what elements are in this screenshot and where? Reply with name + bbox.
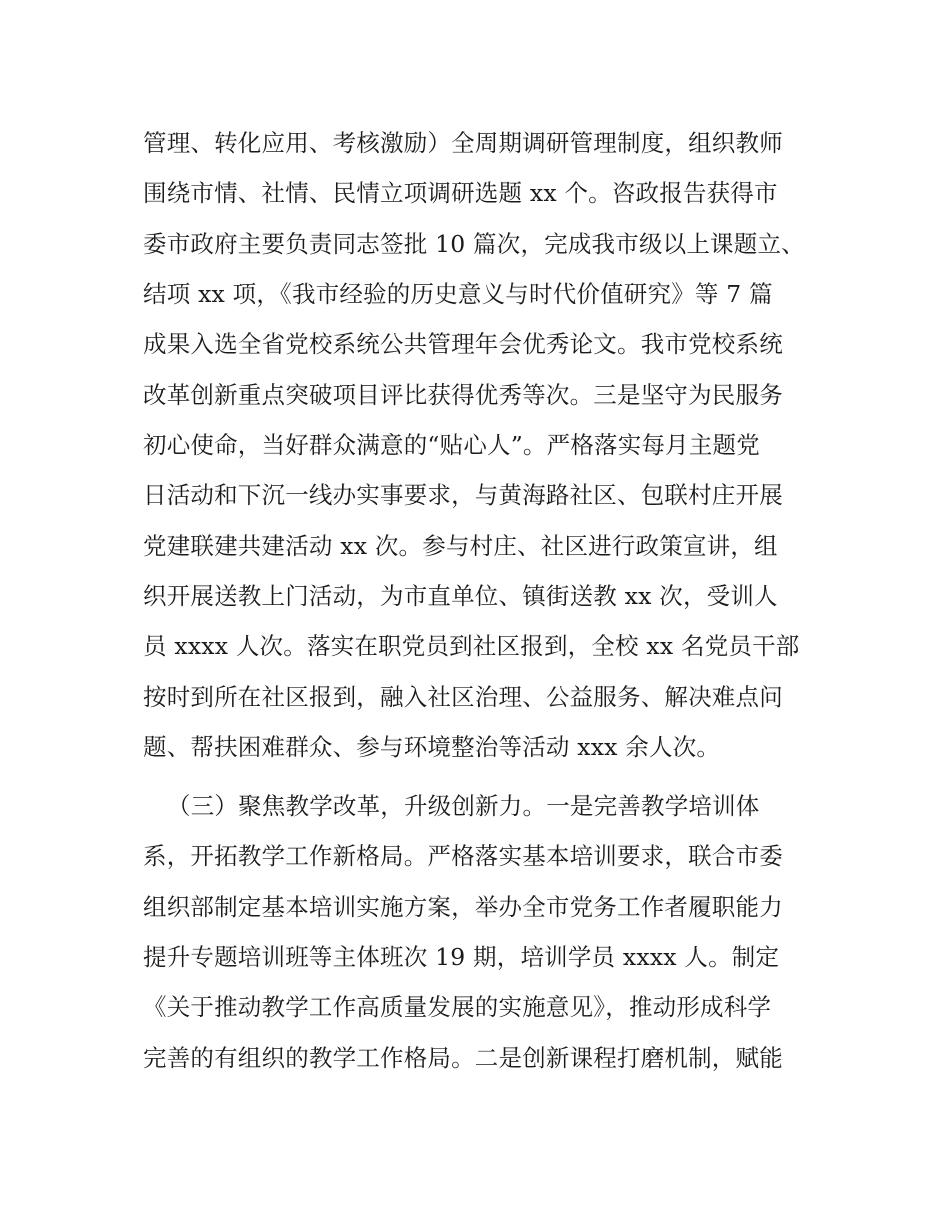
text-line: 党建联建共建活动 xx 次。参与村庄、社区进行政策宣讲，组 — [143, 532, 778, 560]
text-line: 管理、转化应用、考核激励）全周期调研管理制度，组织教师 — [143, 129, 783, 157]
text-line: （三）聚焦教学改革，升级创新力。一是完善教学培训体 — [167, 792, 760, 820]
text-line: 改革创新重点突破项目评比获得优秀等次。三是坚守为民服务 — [143, 381, 783, 409]
text-line: 员 xxxx 人次。落实在职党员到社区报到，全校 xx 名党员干部 — [143, 632, 800, 660]
text-line: 题、帮扶困难群众、参与环境整治等活动 xxx 余人次。 — [143, 733, 721, 761]
text-line: 初心使命，当好群众满意的“贴心人”。严格落实每月主题党 — [143, 431, 760, 459]
text-line: 结项 xx 项，《我市经验的历史意义与时代价值研究》等 7 篇 — [143, 280, 773, 308]
text-line: 《关于推动教学工作高质量发展的实施意见》，推动形成科学 — [143, 993, 772, 1021]
text-line: 组织部制定基本培训实施方案，举办全市党务工作者履职能力 — [143, 893, 783, 921]
text-line: 委市政府主要负责同志签批 10 篇次，完成我市级以上课题立、 — [143, 230, 805, 258]
text-line: 围绕市情、社情、民情立项调研选题 xx 个。咨政报告获得市 — [143, 179, 778, 207]
text-line: 按时到所在社区报到，融入社区治理、公益服务、解决难点问 — [143, 683, 783, 711]
text-line: 完善的有组织的教学工作格局。二是创新课程打磨机制，赋能 — [143, 1044, 783, 1072]
text-line: 织开展送教上门活动，为市直单位、镇街送教 xx 次，受训人 — [143, 582, 778, 610]
text-line: 日活动和下沉一线办实事要求，与黄海路社区、包联村庄开展 — [143, 481, 783, 509]
text-line: 成果入选全省党校系统公共管理年会优秀论文。我市党校系统 — [143, 330, 783, 358]
text-line: 系，开拓教学工作新格局。严格落实基本培训要求，联合市委 — [143, 842, 783, 870]
text-line: 提升专题培训班等主体班次 19 期，培训学员 xxxx 人。制定 — [143, 943, 780, 971]
